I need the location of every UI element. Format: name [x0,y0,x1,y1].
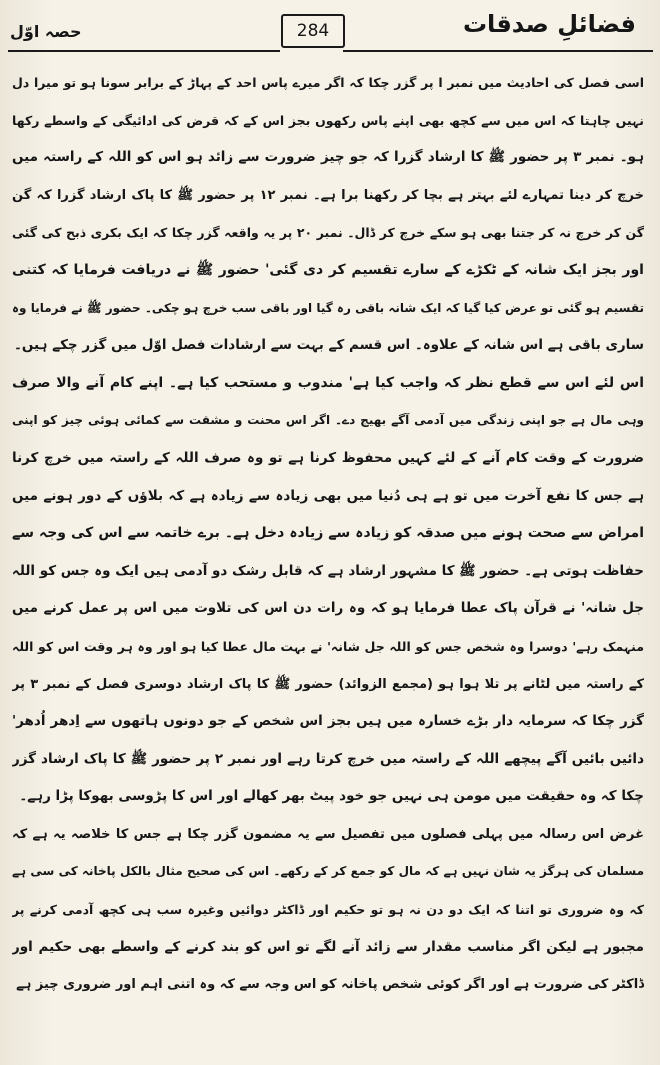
text-line: اس لئے اس سے قطع نظر کہ واجب کیا ہے' مندوب و مستحب کیا ہے۔ اپنے کام آنے والا صرف [12,374,644,391]
book-title: فضائلِ صدقات [462,10,636,38]
header-rule-right [343,50,653,52]
text-line: کہ وہ ضروری تو اتنا کہ ایک دو دن نہ ہو تو حکیم اور ڈاکٹر دوائیں وغیرہ سب ہی کچھ آدمی کرنے پر [12,902,644,918]
text-line: ہو۔ نمبر ۳ پر حضور ﷺ کا ارشاد گزرا کہ جو چیز ضرورت سے زائد ہو اس کو اللہ کے راستہ میں [12,149,644,166]
page-header [0,0,660,56]
text-line: حفاظت ہوتی ہے۔ حضور ﷺ کا مشہور ارشاد ہے کہ قابل رشک دو آدمی ہیں ایک وہ جس کو اللہ [12,562,644,579]
body-text [12,64,644,1054]
text-line: ساری باقی ہے اس شانہ کے علاوہ۔ اس قسم کے بہت سے ارشادات فصل اوّل میں گزر چکے ہیں۔ [13,337,644,354]
text-line: جل شانہ' نے قرآن پاک عطا فرمایا ہو کہ وہ رات دن اس کی تلاوت میں اس پر عمل کرنے میں [12,600,644,617]
text-line: ڈاکٹر کی ضرورت ہے اور اگر کوئی شخص پاخانہ کو اس وجہ سے کہ وہ اتنی اہم اور ضروری چیز ہے [16,977,644,993]
section-label: حصہ اوّل [10,22,82,41]
text-line: خرچ کر دینا تمہارے لئے بہتر ہے بچا کر رکھنا برا ہے۔ نمبر ۱۲ پر حضور ﷺ کا پاک ارشاد گزرا کہ گن [12,187,644,203]
text-line: مجبور ہے لیکن اگر مناسب مقدار سے زائد آنے لگے تو اس کو بند کرنے کے واسطے بھی حکیم اور [12,938,644,955]
text-line: گن کر خرچ نہ کر جتنا بھی ہو سکے خرچ کر ڈال۔ نمبر ۲۰ پر یہ واقعہ گزر چکا کہ ایک بکری ذبح کی گئی [12,225,644,241]
text-line: چکا کہ وہ حقیقت میں مومن ہی نہیں جو خود پیٹ بھر کھالے اور اس کا پڑوسی بھوکا پڑا رہے۔ [19,788,644,805]
text-line: مسلمان کی ہرگز یہ شان نہیں ہے کہ مال کو جمع کر کے رکھے۔ اس کی صحیح مثال بالکل پاخانہ کی سی ہے [12,864,644,879]
text-line: ضرورت کے وقت کام آنے کے لئے کہیں محفوظ کرنا ہے تو وہ صرف اللہ کے راستہ میں خرچ کرنا [12,449,644,466]
text-line: غرض اس رسالہ میں پہلی فصلوں میں تفصیل سے یہ مضمون گزر چکا ہے جس کا خلاصہ یہ ہے کہ [12,826,644,842]
text-line: منہمک رہے' دوسرا وہ شخص جس کو اللہ جل شانہ' نے بہت مال عطا کیا ہو اور وہ ہر وقت اس کو اللہ [12,638,644,654]
text-line: وہی مال ہے جو اپنی زندگی میں آدمی آگے بھیج دے۔ اگر اس محنت و مشقت سے کمائی ہوئی چیز کو اپنی [12,413,644,428]
text-line: اور بجز ایک شانہ کے ٹکڑے کے سارے تقسیم کر دی گئی' حضور ﷺ نے دریافت فرمایا کہ کتنی [12,261,644,278]
header-rule-left [8,50,280,52]
text-line: ہے جس کا نفع آخرت میں تو ہے ہی دُنیا میں بھی زیادہ سے زیادہ ہے کہ بلاؤں کے دور ہونے میں [12,487,644,504]
text-line: نہیں چاہتا کہ اس میں سے کچھ بھی اپنے پاس رکھوں بجز اس کے کہ قرض کی ادائیگی کے واسطے رکھا [12,112,644,128]
text-line: اسی فصل کی احادیث میں نمبر ا پر گزر چکا کہ اگر میرے پاس احد کے پہاڑ کے برابر سونا ہو تو میرا دل [12,75,644,90]
text-line: دائیں بائیں آگے پیچھے اللہ کے راستہ میں خرچ کرتا رہے اور نمبر ۲ پر حضور ﷺ کا پاک ارشاد گزر [12,750,644,767]
text-line: گزر چکا کہ سرمایہ دار بڑے خسارہ میں ہیں بجز اس شخص کے جو دونوں ہاتھوں سے اِدھر اُدھر' [12,713,644,730]
text-line: کے راستہ میں لٹانے پر تلا ہوا ہو (مجمع الزوائد) حضور ﷺ کا پاک ارشاد دوسری فصل کے نمبر ۳ پر [12,676,644,692]
text-line: امراض سے صحت ہونے میں صدقہ کو زیادہ سے زیادہ دخل ہے۔ برے خاتمہ سے اس کی وجہ سے [12,525,644,542]
text-line: تقسیم ہو گئی تو عرض کیا گیا کہ ایک شانہ باقی رہ گیا اور باقی سب خرچ ہو چکی۔ حضور ﷺ نے فرمایا وہ [12,300,644,315]
page-number: 284 [281,14,345,48]
